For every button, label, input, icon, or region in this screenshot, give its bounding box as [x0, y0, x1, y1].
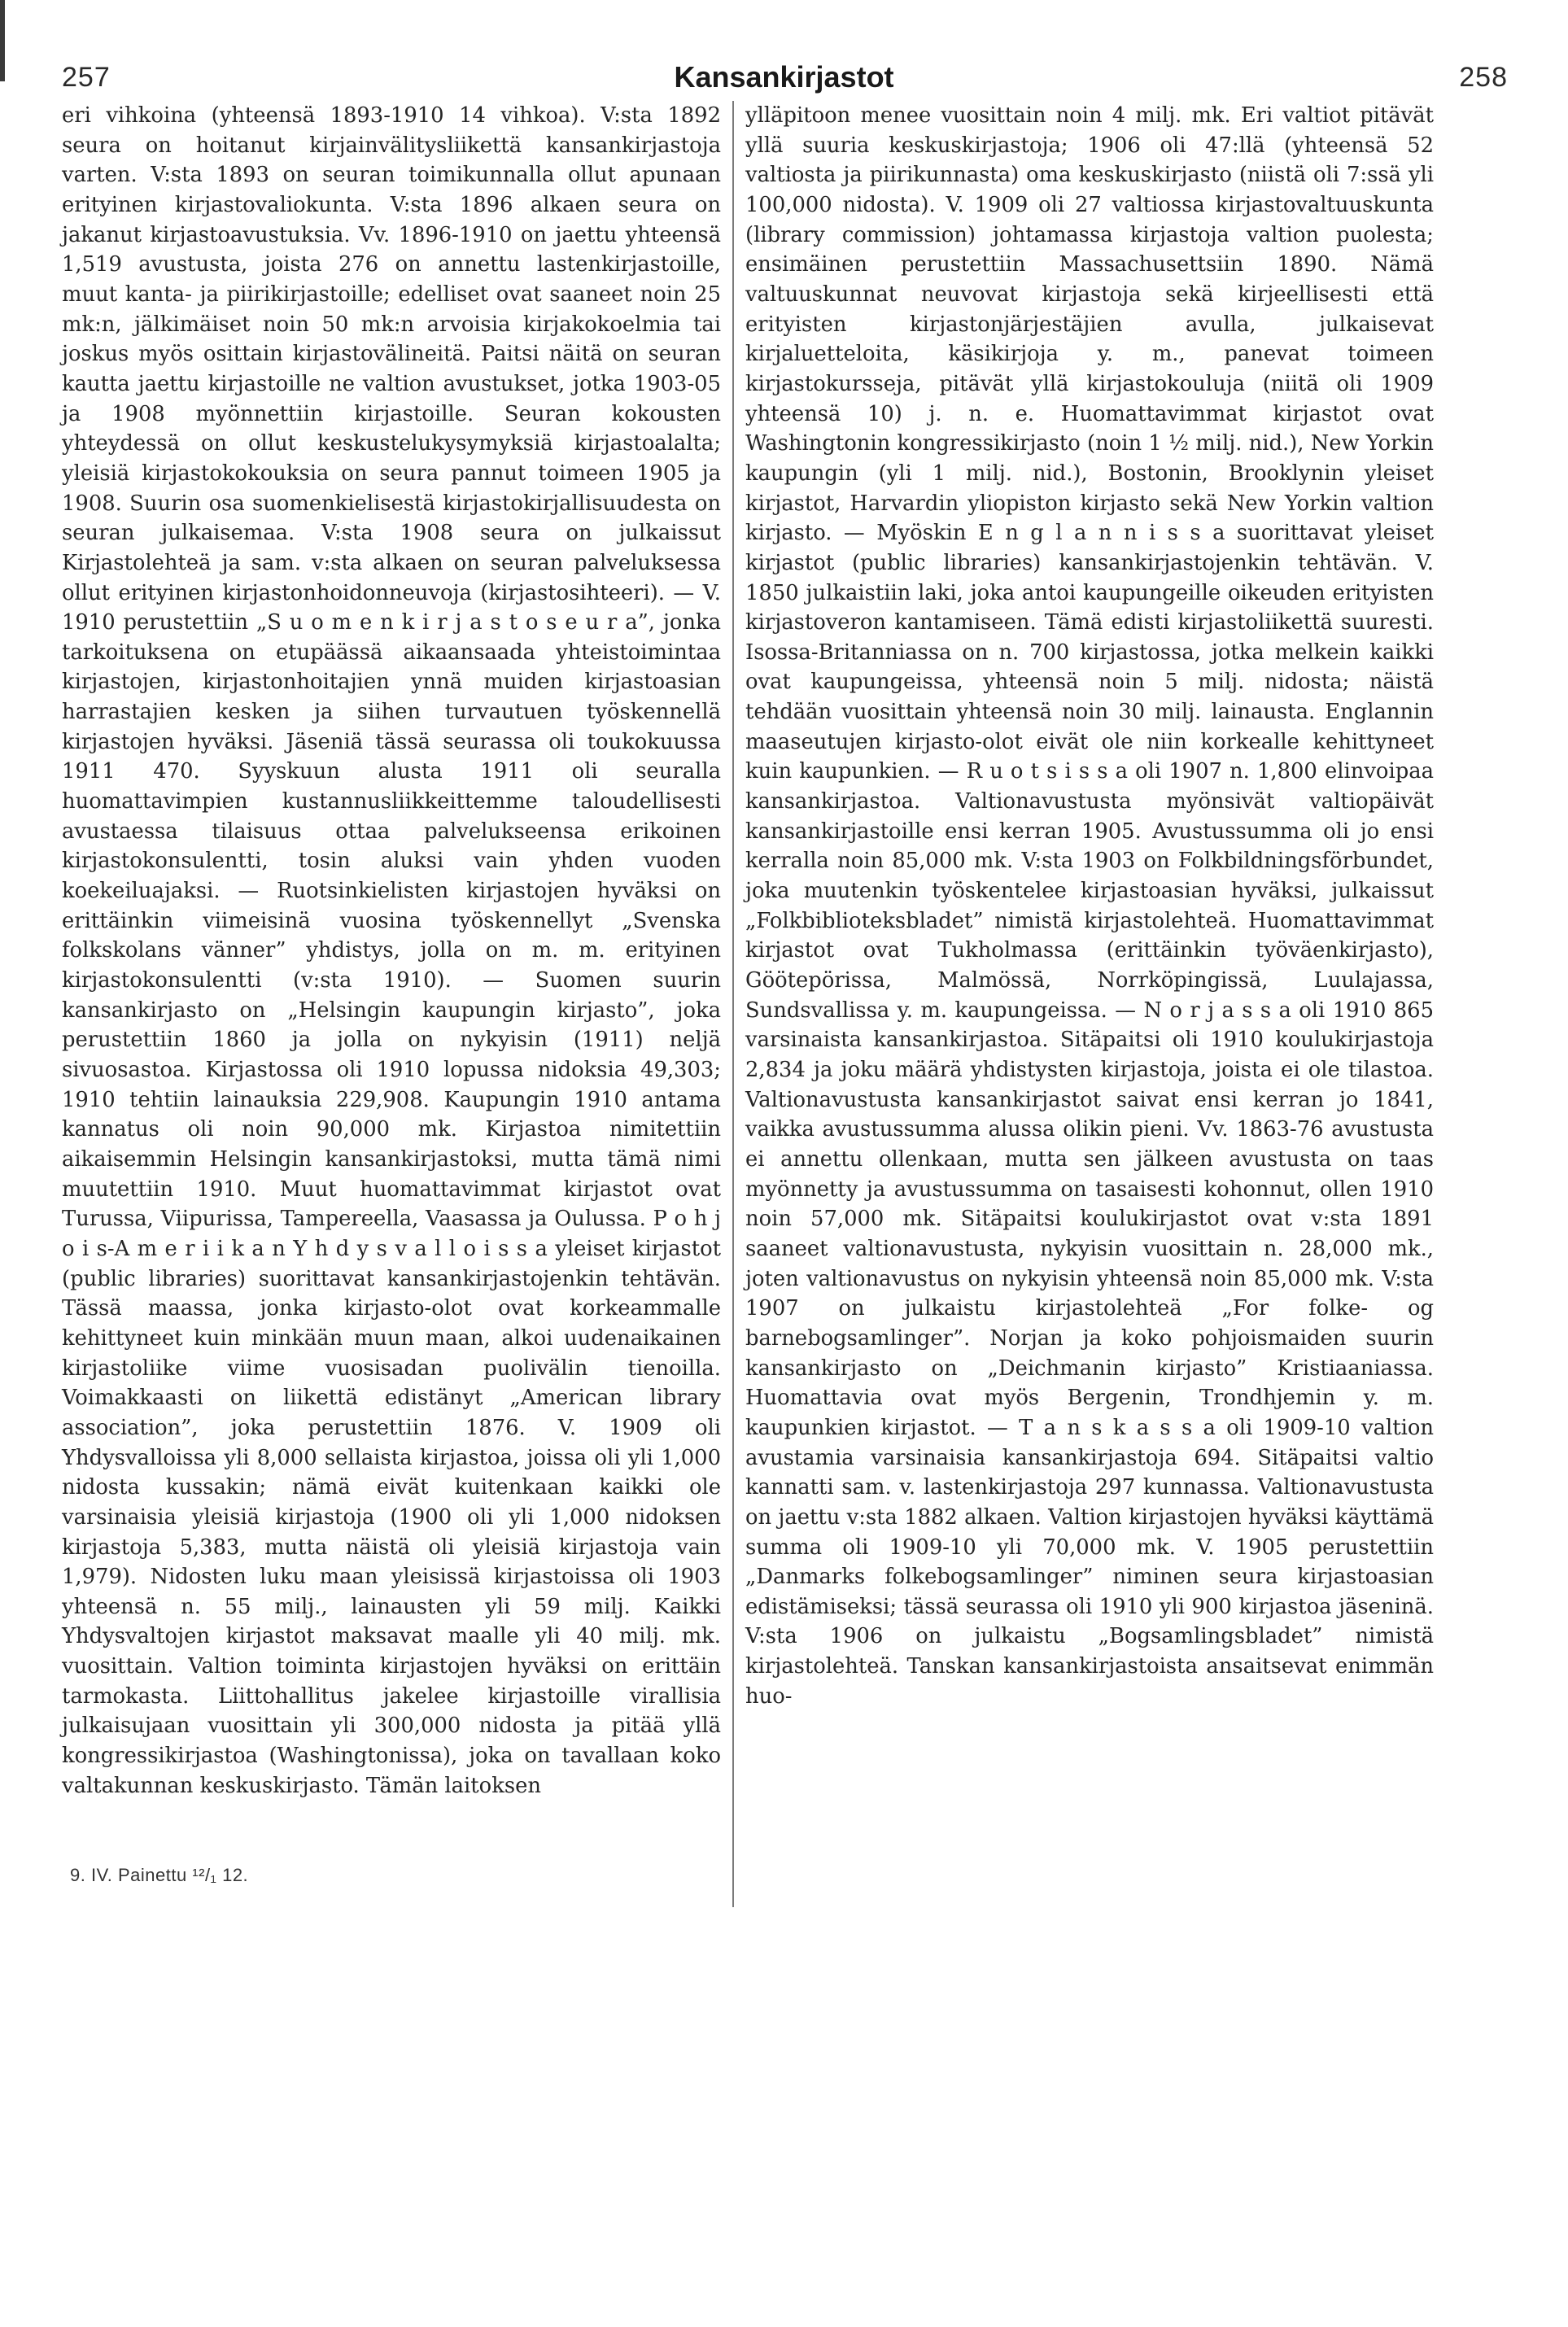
page-header [0, 62, 1568, 103]
column-divider [732, 101, 734, 1907]
left-column-text: eri vihkoina (yhteensä 1893-1910 14 vihkoa). V:sta 1892 seura on hoitanut kirjainvälitysliikettä kansankirjastoja varten. V:sta 1893 on seuran toimikunnalla ollut apunaan erityinen kirjastovaliokunta. V:sta 1896 alkaen seura on jakanut kirjastoavustuksia. Vv. 1896-1910 on jaettu yhteensä 1,519 avustusta, joista 276 on annettu lastenkirjastoille, muut kanta- ja piirikirjastoille; edelliset ovat saaneet noin 25 mk:n, jälkimäiset noin 50 mk:n arvoisia kirjakokoelmia tai joskus myös osittain kirjastovälineitä. Paitsi näitä on seuran kautta jaettu kirjastoille ne valtion avustukset, jotka 1903-05 ja 1908 myönnettiin kirjastoille. Seuran kokousten yhteydessä on ollut keskustelukysymyksiä kirjastoalalta; yleisiä kirjastokokouksia on seura pannut toimeen 1905 ja 1908. Suurin osa suomenkielisestä kirjastokirjallisuudesta on seuran julkaisemaa. V:sta 1908 seura on julkaissut Kirjastolehteä ja sam. v:sta alkaen on seuran palveluksessa ollut erityinen kirjastonhoidonneuvoja (kirjastosihteeri). — V. 1910 perustettiin „S u o m e n k i r j a s t o s e u r a”, jonka tarkoituksena on etupäässä aikaansaada yhteistoimintaa kirjastojen, kirjastonhoitajien ynnä muiden kirjastoasian harrastajien kesken ja siihen turvautuen työskennellä kirjastojen hyväksi. Jäseniä tässä seurassa oli toukokuussa 1911 470. Syyskuun alusta 1911 oli seuralla huomattavimpien kustannusliikkeittemme taloudellisesti avustaessa tilaisuus ottaa palvelukseensa erikoinen kirjastokonsulentti, tosin aluksi vain yhden vuoden koekeiluajaksi. — Ruotsinkielisten kirjastojen hyväksi on erittäinkin viimeisinä vuosina työskennellyt „Svenska folkskolans vänner” yhdistys, jolla on m. m. erityinen kirjastokonsulentti (v:sta 1910). — Suomen suurin kansankirjasto on „Helsingin kaupungin kirjasto”, joka perustettiin 1860 ja jolla on nykyisin (1911) neljä sivuosastoa. Kirjastossa oli 1910 lopussa nidoksia 49,303; 1910 tehtiin lainauksia 229,908. Kaupungin 1910 antama kannatus oli noin 90,000 mk. Kirjastoa nimitettiin aikaisemmin Helsingin kansankirjastoksi, mutta tämä nimi muutettiin 1910. Muut huomattavimmat kirjastot ovat Turussa, Viipurissa, Tampereella, Vaasassa ja Oulussa. P o h j o i s-A m e r i i k a n Y h d y s v a l l o i s s a yleiset kirjastot (public libraries) suorittavat kansankirjastojenkin tehtävän. Tässä maassa, jonka kirjasto-olot ovat korkeammalle kehittyneet kuin minkään muun maan, alkoi uudenaikainen kirjastoliike viime vuosisadan puolivälin tienoilla. Voimakkaasti on liikettä edistänyt „American library association”, joka perustettiin 1876. V. 1909 oli Yhdysvalloissa yli 8,000 sellaista kirjastoa, joissa oli yli 1,000 nidosta kussakin; nämä eivät kuitenkaan kaikki ole varsinaisia yleisiä kirjastoja (1900 oli yli 1,000 nidoksen kirjastoja 5,383, mutta näistä oli yleisiä kirjastoja vain 1,979). Nidosten luku maan yleisissä kirjastoissa oli 1903 yhteensä n. 55 milj., lainausten yli 59 milj. Kaikki Yhdysvaltojen kirjastot maksavat maalle yli 40 milj. mk. vuosittain. Valtion toiminta kirjastojen hyväksi on erittäin tarmokasta. Liittohallitus jakelee kirjastoille virallisia julkaisujaan vuosittain yli 300,000 nidosta ja pitää yllä kongressikirjastoa (Washingtonissa), joka on tavallaan koko valtakunnan keskuskirjasto. Tämän laitoksen [62, 103, 721, 1798]
running-title: Kansankirjastot [674, 60, 894, 94]
left-column [62, 101, 721, 1801]
printing-signature: 9. IV. Painettu ¹²/₁ 12. [70, 1865, 249, 1885]
right-column [745, 101, 1434, 1711]
page-number-right: 258 [1459, 62, 1508, 93]
right-column-text: ylläpitoon menee vuosittain noin 4 milj. mk. Eri valtiot pitävät yllä suuria keskuskirjastoja; 1906 oli 47:llä (yhteensä 52 valtiosta ja piirikunnasta) oma keskuskirjasto (niistä oli 7:ssä yli 100,000 nidosta). V. 1909 oli 27 valtiossa kirjastovaltuuskunta (library commission) johtamassa kirjastoja valtion puolesta; ensimäinen perustettiin Massachusettsiin 1890. Nämä valtuuskunnat neuvovat kirjastoja sekä kirjeellisesti että erityisten kirjastonjärjestäjien avulla, julkaisevat kirjaluetteloita, käsikirjoja y. m., panevat toimeen kirjastokursseja, pitävät yllä kirjastokouluja (niitä oli 1909 yhteensä 10) j. n. e. Huomattavimmat kirjastot ovat Washingtonin kongressikirjasto (noin 1 ½ milj. nid.), New Yorkin kaupungin (yli 1 milj. nid.), Bostonin, Brooklynin yleiset kirjastot, Harvardin yliopiston kirjasto sekä New Yorkin valtion kirjasto. — Myöskin E n g l a n n i s s a suorittavat yleiset kirjastot (public libraries) kansankirjastojenkin tehtävän. V. 1850 julkaistiin laki, joka antoi kaupungeille oikeuden erityisten kirjastoveron kantamiseen. Tämä edisti kirjastoliikettä suuresti. Isossa-Britanniassa on n. 700 kirjastossa, jotka melkein kaikki ovat kaupungeissa, yhteensä noin 5 milj. nidosta; näistä tehdään vuosittain yhteensä noin 30 milj. lainausta. Englannin maaseutujen kirjasto-olot eivät ole niin korkealle kehittyneet kuin kaupunkien. — R u o t s i s s a oli 1907 n. 1,800 elinvoipaa kansankirjastoa. Valtionavustusta myönsivät valtiopäivät kansankirjastoille ensi kerran 1905. Avustussumma oli jo ensi kerralla noin 85,000 mk. V:sta 1903 on Folkbildningsförbundet, joka muutenkin työskentelee kirjastoasian hyväksi, julkaissut „Folkbiblioteksbladet” nimistä kirjastolehteä. Huomattavimmat kirjastot ovat Tukholmassa (erittäinkin työväenkirjasto), Göötepörissa, Malmössä, Norrköpingissä, Luulajassa, Sundsvallissa y. m. kaupungeissa. — N o r j a s s a oli 1910 865 varsinaista kansankirjastoa. Sitäpaitsi oli 1910 koulukirjastoja 2,834 ja joku määrä yhdistysten kirjastoja, joista ei ole tilastoa. Valtionavustusta kansankirjastot saivat ensi kerran jo 1841, vaikka avustussumma alussa olikin pieni. Vv. 1863-76 avustusta ei annettu ollenkaan, mutta sen jälkeen avustusta on taas myönnetty ja avustussumma on tasaisesti kohonnut, ollen 1910 noin 57,000 mk. Sitäpaitsi koulukirjastot ovat v:sta 1891 saaneet valtionavustusta, nykyisin vuosittain n. 28,000 mk., joten valtionavustus on nykyisin yhteensä noin 85,000 mk. V:sta 1907 on julkaistu kirjastolehteä „For folke- og barnebogsamlinger”. Norjan ja koko pohjoismaiden suurin kansankirjasto on „Deichmanin kirjasto” Kristiaaniassa. Huomattavia ovat myös Bergenin, Trondhjemin y. m. kaupunkien kirjastot. — T a n s k a s s a oli 1909-10 valtion avustamia varsinaisia kansankirjastoja 694. Sitäpaitsi valtio kannatti sam. v. lastenkirjastoja 297 kunnassa. Valtionavustusta on jaettu v:sta 1882 alkaen. Valtion kirjastojen hyväksi käyttämä summa oli 1909-10 yli 70,000 mk. V. 1905 perustettiin „Danmarks folkebogsamlinger” niminen seura kirjastoasian edistämiseksi; tässä seurassa oli 1910 yli 900 kirjastoa jäseninä. V:sta 1906 on julkaistu „Bogsamlingsbladet” nimistä kirjastolehteä. Tanskan kansankirjastoista ansaitsevat enimmän huo- [745, 103, 1434, 1709]
page-number-left: 257 [62, 62, 111, 93]
